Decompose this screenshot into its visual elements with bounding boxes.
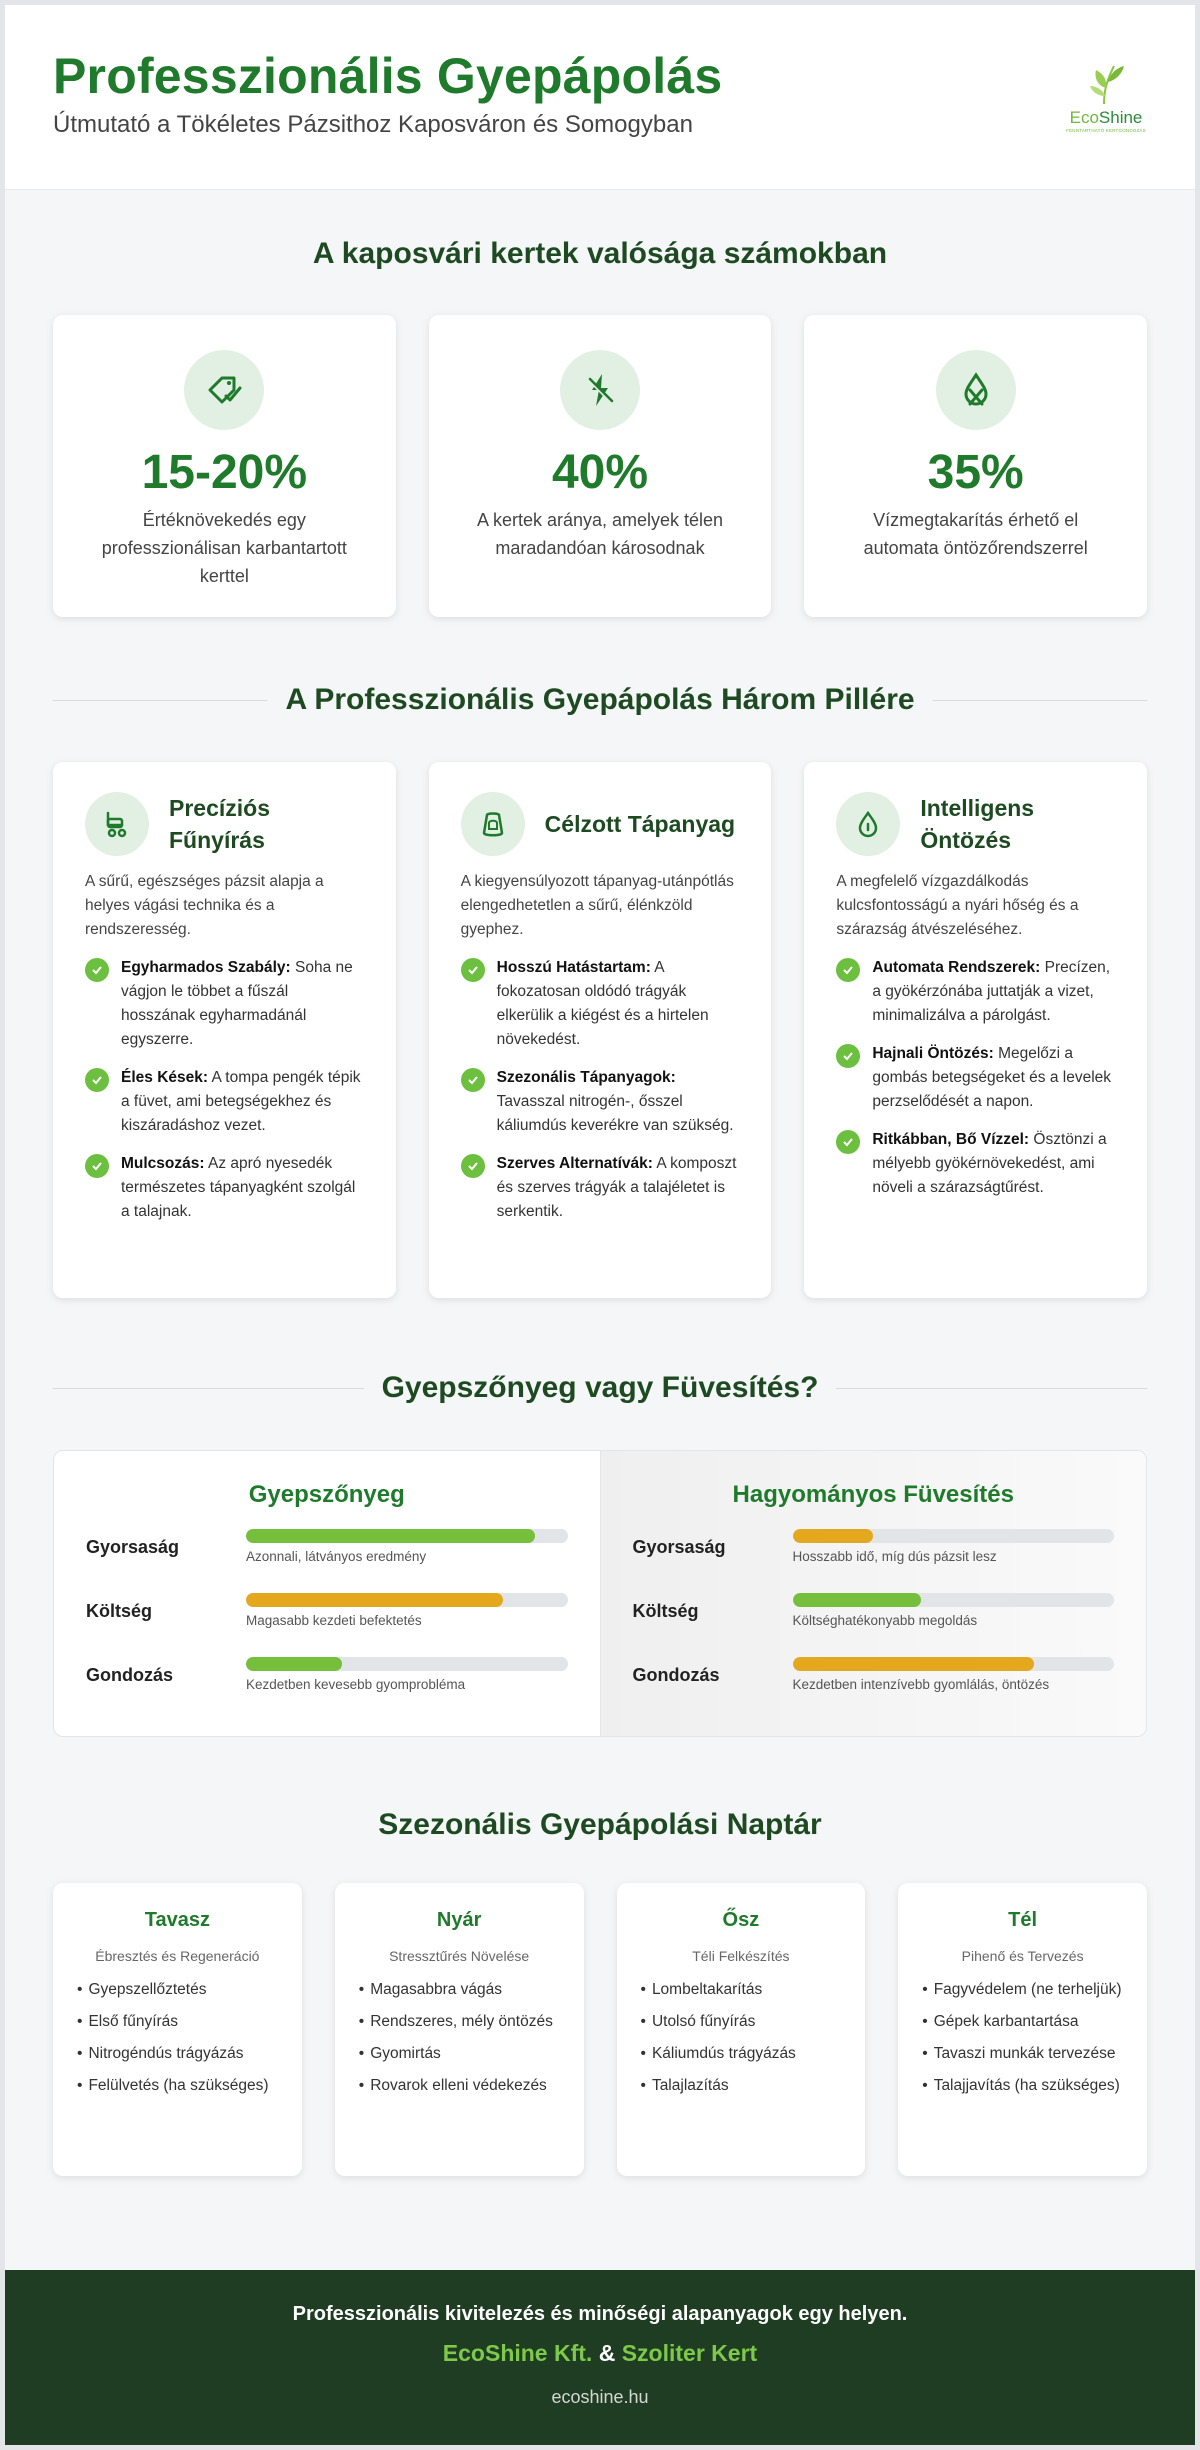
level-bar <box>793 1593 1115 1607</box>
season-card-summer <box>335 1883 584 2176</box>
stat-value: 35% <box>927 446 1024 499</box>
level-bar-fill <box>246 1657 342 1671</box>
page <box>5 5 1195 2445</box>
season-name: Nyár <box>436 1909 482 1931</box>
list-item: • Rovarok elleni védekezés <box>359 2074 560 2098</box>
list-item: • Talajlazítás <box>641 2074 842 2098</box>
compare-section-heading <box>53 1368 1147 1408</box>
brand-ecoshine: EcoShine Kft. <box>442 2340 593 2366</box>
check-icon <box>461 1068 485 1092</box>
pillars-section-title: A Professzionális Gyepápolás Három Pillére <box>285 683 915 716</box>
list-item: • Fagyvédelem (ne terheljük) <box>922 1978 1123 2002</box>
comparison-column-seeding <box>600 1451 1147 1736</box>
comparison-column-title: Hagyományos Füvesítés <box>732 1481 1014 1508</box>
page-subtitle: Útmutató a Tökéletes Pázsithoz Kaposváron és Somogyban <box>53 111 693 138</box>
calendar-section-title: Szezonális Gyepápolási Naptár <box>378 1808 822 1841</box>
mower-icon <box>85 792 149 856</box>
comparison-row <box>633 1529 1115 1593</box>
bar-note: Magasabb kezdeti befektetés <box>246 1613 422 1628</box>
comparison-label: Költség <box>632 1601 699 1621</box>
list-item: • Lombeltakarítás <box>641 1978 842 2002</box>
season-card-spring <box>53 1883 302 2176</box>
bar-note: Kezdetben kevesebb gyomprobléma <box>246 1677 466 1692</box>
season-focus: Pihenő és Tervezés <box>961 1948 1084 1964</box>
check-icon <box>461 1154 485 1178</box>
level-bar <box>793 1657 1115 1671</box>
check-icon <box>836 1044 860 1068</box>
bar-note: Költséghatékonyabb megoldás <box>792 1613 978 1628</box>
level-bar-fill <box>246 1593 503 1607</box>
footer-brands <box>5 2340 1195 2367</box>
list-item: • Utolsó fűnyírás <box>641 2010 842 2034</box>
stat-card <box>53 315 396 617</box>
ecoshine-logo[interactable] <box>1065 60 1147 140</box>
divider <box>836 1388 1147 1389</box>
list-item: • Felülvetés (ha szükséges) <box>77 2074 278 2098</box>
pillar-intro: A kiegyensúlyozott tápanyag-utánpótlás elengedhetetlen a sűrű, élénkzöld gyephez. <box>460 873 734 938</box>
list-item: • Gyepszellőztetés <box>77 1978 278 2002</box>
check-icon <box>836 958 860 982</box>
pillars-section-heading <box>53 680 1147 720</box>
comparison-label: Gyorsaság <box>86 1537 180 1557</box>
footer-tagline: Professzionális kivitelezés és minőségi alapanyagok egy helyen. <box>292 2303 908 2325</box>
bar-note: Kezdetben intenzívebb gyomlálás, öntözés <box>792 1677 1050 1692</box>
pillar-card <box>804 762 1147 1298</box>
list-item: Automata Rendszerek: Precízen, a gyökérzónába juttatják a vizet, minimalizálva a párolgást. <box>836 956 1117 1028</box>
list-item: • Káliumdús trágyázás <box>641 2042 842 2066</box>
leaf-logo-icon <box>1084 60 1128 106</box>
season-card-autumn <box>617 1883 866 2176</box>
comparison-row <box>86 1593 568 1657</box>
level-bar <box>246 1529 568 1543</box>
season-name: Ősz <box>722 1909 760 1931</box>
list-item: • Első fűnyírás <box>77 2010 278 2034</box>
pillar-intro: A megfelelő vízgazdálkodás kulcsfontosságú a nyári hőség és a szárazság átvészeléséhez. <box>836 873 1079 938</box>
stat-value: 40% <box>551 446 649 499</box>
comparison-label: Gondozás <box>86 1665 174 1685</box>
level-bar <box>793 1529 1115 1543</box>
page-title: Professzionális Gyepápolás <box>53 48 723 104</box>
comparison-label: Gyorsaság <box>632 1537 726 1557</box>
level-bar-fill <box>793 1529 873 1543</box>
tag-check-icon <box>184 350 264 430</box>
page-header <box>5 5 1195 190</box>
level-bar-fill <box>793 1593 922 1607</box>
level-bar <box>246 1657 568 1671</box>
check-icon <box>85 958 109 982</box>
list-item: Mulcsozás: Az apró nyesedék természetes tápanyagként szolgál a talajnak. <box>85 1152 366 1224</box>
brand-szoliter: Szoliter Kert <box>621 2340 758 2366</box>
list-item: • Talajjavítás (ha szükséges) <box>922 2074 1123 2098</box>
pillar-title: Célzott Tápanyag <box>544 811 736 837</box>
pillar-card <box>53 762 396 1298</box>
compare-section-title: Gyepszőnyeg vagy Füvesítés? <box>381 1371 819 1404</box>
comparison-row <box>86 1529 568 1593</box>
pillar-title: Intelligens Öntözés <box>920 795 1035 853</box>
pillar-intro: A sűrű, egészséges pázsit alapja a helyes vágási technika és a rendszeresség. <box>85 873 324 938</box>
check-icon <box>85 1154 109 1178</box>
divider <box>53 700 267 701</box>
list-item: Egyharmados Szabály: Soha ne vágjon le többet a fűszál hosszának egyharmadánál egyszerre. <box>85 956 366 1052</box>
fertilizer-bag-icon <box>461 792 525 856</box>
season-focus: Téli Felkészítés <box>692 1948 790 1964</box>
season-card-winter <box>898 1883 1147 2176</box>
comparison-label: Gondozás <box>632 1665 720 1685</box>
stat-description: Vízmegtakarítás érhető el automata öntözőrendszerrel <box>863 509 1088 558</box>
bar-note: Hosszabb idő, míg dús pázsit lesz <box>792 1549 997 1564</box>
logo-tagline: FENNTARTHATÓ KERTGONDOZÁS <box>1066 128 1146 133</box>
pillars-row <box>53 762 1147 1298</box>
list-item: • Gépek karbantartása <box>922 2010 1123 2034</box>
list-item: Ritkábban, Bő Vízzel: Ösztönzi a mélyebb gyökérnövekedést, ami növeli a szárazságtűrést. <box>836 1128 1117 1200</box>
season-name: Tavasz <box>144 1909 210 1931</box>
brand-ampersand: & <box>592 2340 622 2366</box>
list-item: • Magasabbra vágás <box>359 1978 560 2002</box>
check-icon <box>836 1130 860 1154</box>
list-item: Hajnali Öntözés: Megelőzi a gombás betegségeket és a levelek perzselődését a napon. <box>836 1042 1117 1114</box>
list-item: • Nitrogéndús trágyázás <box>77 2042 278 2066</box>
comparison-label: Költség <box>86 1601 153 1621</box>
season-focus: Ébresztés és Regeneráció <box>95 1948 260 1964</box>
list-item: • Rendszeres, mély öntözés <box>359 2010 560 2034</box>
pillar-title: Precíziós Fűnyírás <box>169 795 270 853</box>
season-name: Tél <box>1008 1909 1038 1931</box>
stat-card <box>804 315 1147 617</box>
comparison-column-title: Gyepszőnyeg <box>248 1481 405 1508</box>
divider <box>933 700 1147 701</box>
list-item: Szezonális Tápanyagok: Tavasszal nitrogén-, ősszel káliumdús keverékre van szükség. <box>461 1066 742 1138</box>
water-drop-icon <box>836 792 900 856</box>
check-icon <box>461 958 485 982</box>
broken-lightning-icon <box>560 350 640 430</box>
stat-value: 15-20% <box>141 446 308 499</box>
list-item: Hosszú Hatástartam: A fokozatosan oldódó trágyák elkerülik a kiégést és a hirtelen növekedést. <box>461 956 742 1052</box>
level-bar <box>246 1593 568 1607</box>
season-focus: Stressztűrés Növelése <box>389 1948 530 1964</box>
level-bar-fill <box>793 1657 1034 1671</box>
comparison-row <box>633 1657 1115 1721</box>
page-footer <box>5 2270 1195 2445</box>
stats-row <box>53 315 1147 617</box>
bar-note: Azonnali, látványos eredmény <box>246 1549 427 1564</box>
check-icon <box>85 1068 109 1092</box>
stats-section-title: A kaposvári kertek valósága számokban <box>312 237 888 270</box>
list-item: Szerves Alternatívák: A komposzt és szerves trágyák a talajéletet is serkentik. <box>461 1152 742 1224</box>
comparison-row <box>633 1593 1115 1657</box>
season-cards <box>53 1883 1147 2176</box>
stat-description: A kertek aránya, amelyek télen maradandóan károsodnak <box>476 509 724 558</box>
comparison-row <box>86 1657 568 1721</box>
stat-description: Értéknövekedés egy professzionálisan karbantartott kerttel <box>101 509 347 586</box>
divider <box>53 1388 364 1389</box>
pillar-card <box>429 762 772 1298</box>
list-item: • Gyomirtás <box>359 2042 560 2066</box>
list-item: • Tavaszi munkák tervezése <box>922 2042 1123 2066</box>
logo-wordmark: EcoShine <box>1069 108 1143 127</box>
comparison-panel <box>53 1450 1147 1737</box>
water-drop-off-icon <box>936 350 1016 430</box>
level-bar-fill <box>246 1529 535 1543</box>
comparison-column-sod <box>54 1451 600 1736</box>
stat-card <box>429 315 772 617</box>
website-link[interactable]: ecoshine.hu <box>551 2387 649 2407</box>
list-item: Éles Kések: A tompa pengék tépik a füvet, ami betegségekhez és kiszáradáshoz vezet. <box>85 1066 366 1138</box>
